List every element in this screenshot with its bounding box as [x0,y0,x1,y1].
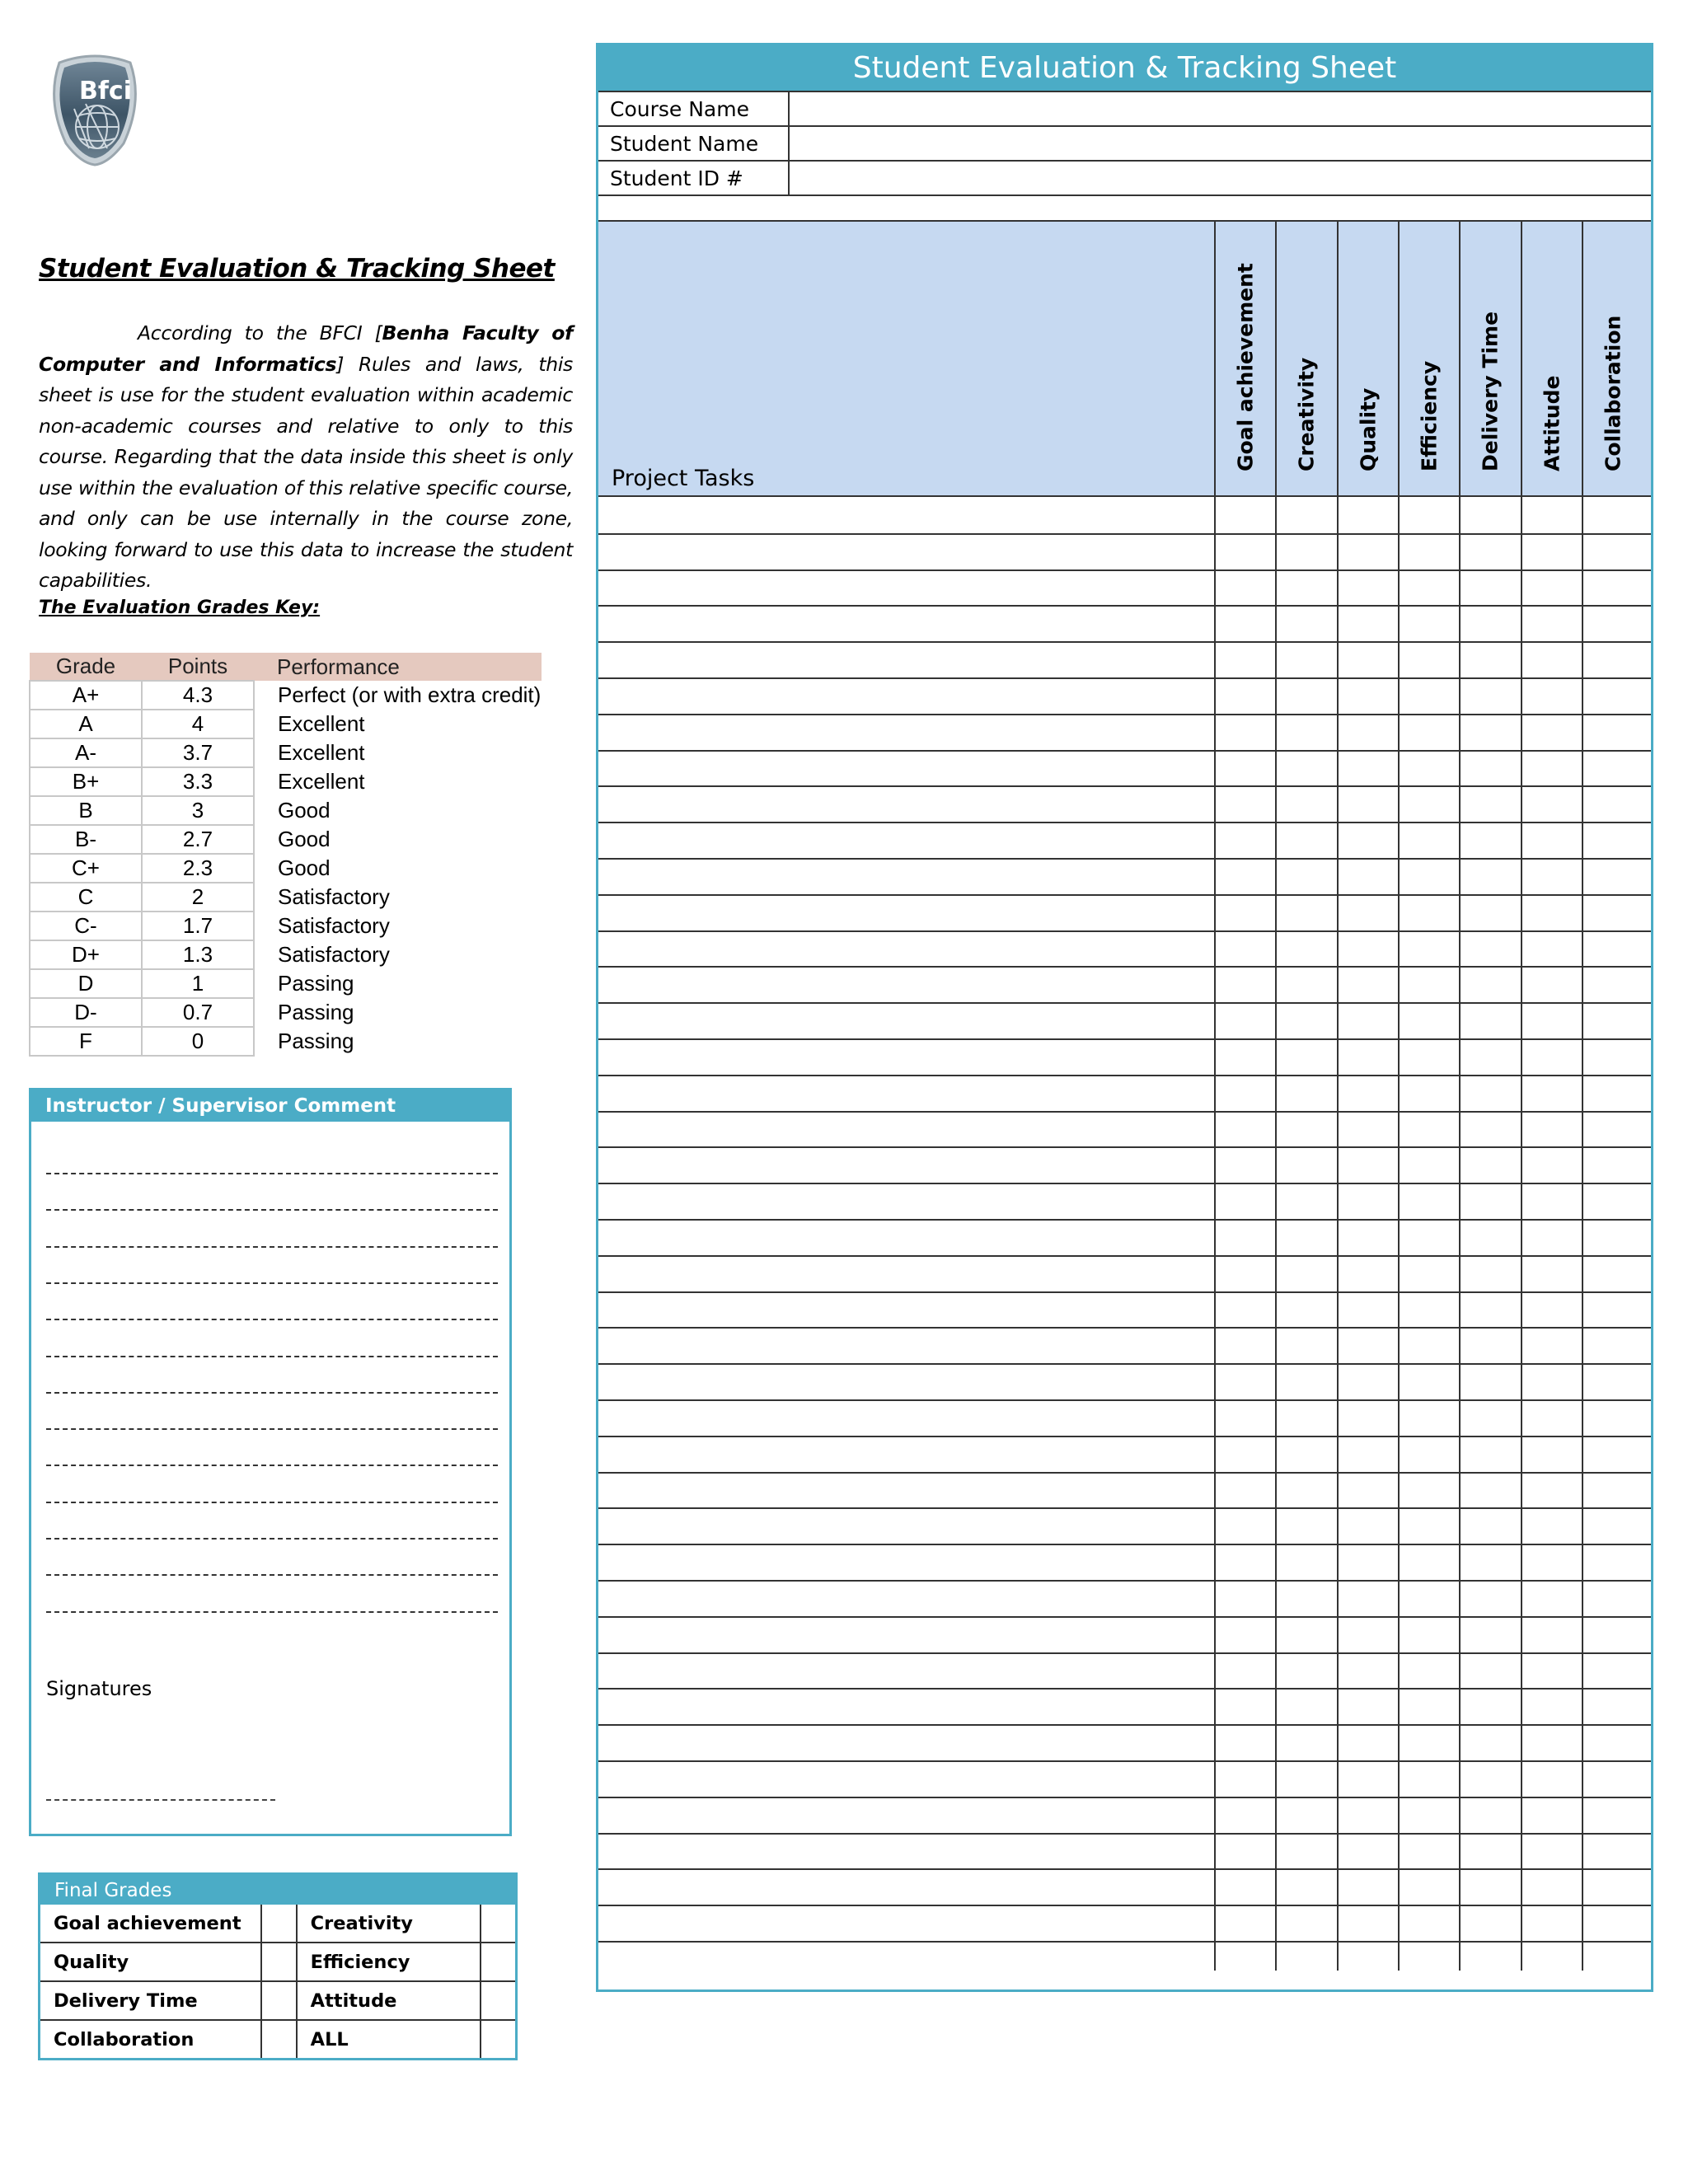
task-row-line [598,1327,1651,1329]
task-row-line [598,1219,1651,1221]
criteria-header [1582,222,1643,495]
points-cell: 0.7 [142,998,254,1027]
grade-cell: D- [30,998,142,1027]
task-row-line [598,1616,1651,1618]
points-cell: 3 [142,796,254,825]
final-grade-value[interactable] [481,2020,515,2058]
criteria-label: Goal achievement [1233,263,1258,471]
task-row-line [598,1724,1651,1726]
points-cell: 1.7 [142,912,254,940]
points-cell: 2 [142,883,254,912]
task-row-line [598,714,1651,715]
comment-header: Instructor / Supervisor Comment [31,1090,509,1122]
criteria-header [1337,222,1398,495]
criteria-header [1398,222,1459,495]
project-tasks-label: Project Tasks [612,466,755,491]
task-row-line [598,1038,1651,1040]
performance-cell: Good [278,855,331,880]
grades-key-row [30,738,542,767]
performance-cell: Excellent [278,740,365,765]
grades-key-title: The Evaluation Grades Key: [39,598,321,618]
final-grades-box [38,1872,518,2060]
task-row-line [598,1399,1651,1401]
task-row-line [598,1472,1651,1474]
criteria-column-line [1398,497,1400,1971]
final-grade-label: Attitude [297,1981,481,2020]
task-row-line [598,641,1651,643]
performance-cell: Good [278,827,331,851]
student-name-label: Student Name [598,126,789,161]
final-grade-value[interactable] [481,1981,515,2020]
signatures-label: Signatures [46,1677,152,1700]
points-cell: 0 [142,1027,254,1056]
grade-cell: A+ [30,681,142,710]
task-row-line [598,1111,1651,1113]
final-grades-row [40,1981,515,2020]
final-grade-value[interactable] [261,1981,297,2020]
final-grade-label: Collaboration [40,2020,261,2058]
task-row-line [598,1507,1651,1509]
points-cell: 2.3 [142,854,254,883]
points-cell: 4.3 [142,681,254,710]
grade-cell: C- [30,912,142,940]
final-grades-header: Final Grades [40,1875,515,1905]
grades-key-row [30,998,542,1027]
spacer-row [598,202,1651,222]
grades-key-row [30,710,542,738]
task-row-line [598,1075,1651,1076]
task-row-line [598,1255,1651,1257]
header-grade: Grade [30,653,142,681]
sheet-title: Student Evaluation & Tracking Sheet [598,45,1651,91]
criteria-label: Creativity [1294,357,1319,471]
grades-key-row [30,767,542,796]
grade-cell: F [30,1027,142,1056]
criteria-label: Quality [1356,387,1381,471]
task-row-line [598,858,1651,860]
performance-cell: Excellent [278,769,365,794]
points-cell: 2.7 [142,825,254,854]
criteria-label: Delivery Time [1478,311,1503,471]
logo-text: Bfci [79,77,132,105]
header-points: Points [142,653,254,681]
performance-cell: Passing [278,1029,354,1053]
grade-cell: B- [30,825,142,854]
grades-key-row [30,940,542,969]
final-grade-label: Efficiency [297,1943,481,1981]
criteria-header-band [598,222,1651,497]
task-row-line [598,1652,1651,1654]
task-row-line [598,930,1651,932]
task-row-line [598,533,1651,535]
final-grade-value[interactable] [481,1905,515,1943]
intro-part-2-bold: Benha Faculty of Computer and Informatics [39,321,573,376]
comment-line[interactable] [46,1282,498,1284]
final-grade-label: ALL [297,2020,481,2058]
comment-line[interactable] [46,1465,498,1466]
course-name-label: Course Name [598,91,789,126]
task-row-line [598,677,1651,679]
student-info-table [598,91,1651,196]
task-row-line [598,1580,1651,1582]
final-grade-label: Creativity [297,1905,481,1943]
task-row-line [598,1544,1651,1545]
task-row-line [598,1797,1651,1798]
grades-key-row [30,825,542,854]
final-grade-label: Quality [40,1943,261,1981]
task-row-line [598,1183,1651,1184]
performance-cell: Passing [278,971,354,996]
task-row-line [598,605,1651,607]
grades-key-row [30,1027,542,1056]
final-grade-label: Delivery Time [40,1981,261,2020]
grade-cell: A [30,710,142,738]
intro-part-3: ] Rules and laws, this sheet is use for the student evaluation within academic non-academic courses and relative to only to this course. Regarding that the data inside this sheet is only use within the evaluation of this relative specific course, and only can be use internally in the course zone, looking forward to use this data to increase the student capabilities. [39,352,574,592]
grades-key-row [30,969,542,998]
criteria-header [1521,222,1582,495]
task-row-line [598,1833,1651,1835]
comment-line[interactable] [46,1246,498,1248]
grades-key-header-row [30,653,542,681]
header-performance: Performance [254,653,542,681]
comment-line[interactable] [46,1538,498,1540]
final-grade-value[interactable] [261,2020,297,2058]
grades-key-row [30,681,542,710]
performance-cell: Satisfactory [278,942,390,967]
comment-line[interactable] [46,1611,498,1613]
grade-cell: B+ [30,767,142,796]
comment-line[interactable] [46,1209,498,1211]
criteria-header [1459,222,1520,495]
final-grade-value[interactable] [481,1943,515,1981]
grades-key-row [30,912,542,940]
grades-key-row [30,883,542,912]
criteria-header [1214,222,1275,495]
performance-cell: Satisfactory [278,913,390,938]
task-row-line [598,569,1651,571]
grade-cell: B [30,796,142,825]
grade-cell: D [30,969,142,998]
task-row-line [598,1363,1651,1365]
info-row-id [598,161,1651,195]
final-grade-value[interactable] [261,1905,297,1943]
criteria-label: Collaboration [1601,315,1625,471]
criteria-column-line [1521,497,1522,1971]
task-row-line [598,1436,1651,1437]
task-row-line [598,1146,1651,1148]
intro-paragraph [39,318,573,597]
left-title: Student Evaluation & Tracking Sheet [39,254,555,284]
final-grades-row [40,1943,515,1981]
info-row-student [598,126,1651,161]
grade-cell: C [30,883,142,912]
final-grade-label: Goal achievement [40,1905,261,1943]
final-grades-row [40,2020,515,2058]
performance-cell: Satisfactory [278,884,390,909]
points-cell: 1 [142,969,254,998]
instructor-comment-box [29,1088,512,1836]
criteria-column-line [1337,497,1339,1971]
bfci-logo [41,51,148,166]
task-row-line [598,1760,1651,1762]
info-row-course [598,91,1651,126]
points-cell: 3.3 [142,767,254,796]
grade-cell: C+ [30,854,142,883]
points-cell: 4 [142,710,254,738]
performance-cell: Excellent [278,711,365,736]
task-row-line [598,750,1651,752]
comment-line[interactable] [46,1574,498,1576]
task-row-line [598,1941,1651,1943]
course-name-field[interactable] [789,91,1651,126]
task-row-line [598,1291,1651,1293]
grades-key-table [29,653,542,1057]
points-cell: 1.3 [142,940,254,969]
task-row-line [598,1868,1651,1870]
tracking-sheet [596,43,1653,1992]
performance-cell: Passing [278,1000,354,1024]
criteria-column-line [1275,497,1277,1971]
final-grades-table [40,1905,515,2058]
final-grade-value[interactable] [261,1943,297,1981]
task-row-line [598,894,1651,896]
comment-line[interactable] [46,1319,498,1320]
grade-cell: D+ [30,940,142,969]
final-grades-row [40,1905,515,1943]
task-row-line [598,1905,1651,1906]
grade-cell: A- [30,738,142,767]
criteria-label: Efficiency [1417,360,1442,471]
comment-line[interactable] [46,1173,498,1174]
signature-line[interactable] [46,1799,275,1801]
student-name-field[interactable] [789,126,1651,161]
comment-line[interactable] [46,1356,498,1357]
grades-key-row [30,796,542,825]
student-id-label: Student ID # [598,161,789,195]
grades-key-row [30,854,542,883]
task-row-line [598,1688,1651,1690]
criteria-column-line [1582,497,1583,1971]
comment-line[interactable] [46,1428,498,1430]
task-row-line [598,785,1651,787]
intro-part-1: According to the BFCI [ [138,321,382,344]
criteria-column-line [1459,497,1461,1971]
task-row-line [598,966,1651,968]
student-id-field[interactable] [789,161,1651,195]
criteria-column-line [1214,497,1216,1971]
comment-line[interactable] [46,1502,498,1503]
performance-cell: Perfect (or with extra credit) [278,682,542,707]
task-row-line [598,822,1651,823]
criteria-label: Attitude [1540,375,1564,471]
comment-line[interactable] [46,1392,498,1394]
points-cell: 3.7 [142,738,254,767]
performance-cell: Good [278,798,331,823]
criteria-header [1275,222,1336,495]
task-row-line [598,1002,1651,1004]
